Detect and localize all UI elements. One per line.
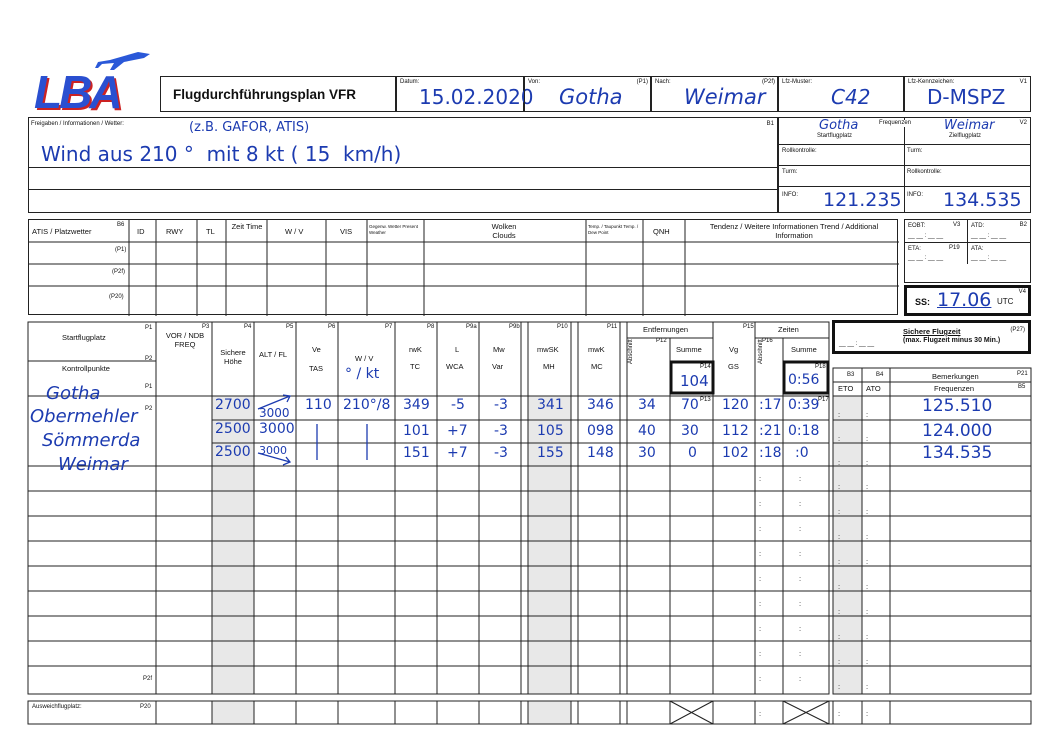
nach-ref: (P2f) xyxy=(761,79,775,85)
colon: : xyxy=(838,632,841,641)
colon: : xyxy=(866,507,869,516)
colon: : xyxy=(838,482,841,491)
time-sum: 0:18 xyxy=(788,423,820,439)
col-ve: Ve xyxy=(312,345,321,354)
colon: : xyxy=(866,410,869,419)
start-airport-name: Gotha xyxy=(819,118,859,133)
ausweich-ref: P20 xyxy=(140,704,151,710)
freigaben-ref: B1 xyxy=(766,121,774,127)
alt-fl: 3000 xyxy=(259,421,295,437)
nach-value: Weimar xyxy=(684,85,766,109)
col-wv: W / V xyxy=(355,354,374,363)
waypoint-name: Gotha xyxy=(46,383,101,404)
tc: 151 xyxy=(403,445,430,461)
sichere-hoehe: 2500 xyxy=(215,421,251,437)
atis-col-clouds: Wolken Clouds xyxy=(491,222,517,240)
distance-sum: 70 xyxy=(681,397,699,413)
datum-label: Datum: xyxy=(400,79,420,85)
colon: : xyxy=(838,557,841,566)
gs: 102 xyxy=(722,445,749,461)
atis-col-temp: Temp. / Taupunkt Temp. / Dew Point xyxy=(588,224,639,235)
atis-row-p1: (P1) xyxy=(115,247,127,253)
ref-p16: P16 xyxy=(762,338,773,344)
sichere-flugzeit-ref: (P27) xyxy=(1010,327,1025,333)
total-time: 0:56 xyxy=(788,372,820,388)
atis-col-trend: Tendenz / Weitere Informationen Trend / Additional Information xyxy=(709,222,879,240)
eta-label: ETA: xyxy=(908,246,921,252)
col-mw: Mw xyxy=(493,345,505,354)
ref-p18: P18 xyxy=(815,364,826,370)
eobt-label: EOBT: xyxy=(908,223,926,229)
var: -3 xyxy=(494,423,508,439)
frequency: 125.510 xyxy=(922,396,993,416)
atis-col-zeit: Zeit Time xyxy=(231,222,263,231)
distance: 34 xyxy=(638,397,656,413)
mc: 098 xyxy=(587,423,614,439)
mh: 105 xyxy=(537,423,564,439)
col-bemerkungen: Bemerkungen xyxy=(932,372,979,381)
distance: 30 xyxy=(638,445,656,461)
start-turm: Turm: xyxy=(782,169,798,175)
colon: : xyxy=(866,582,869,591)
atd-blank: __ __ : __ __ xyxy=(971,233,1007,239)
waypoint-name: Weimar xyxy=(58,454,128,475)
waypoint-name: Sömmerda xyxy=(42,430,141,451)
start-info-label: INFO: xyxy=(782,192,798,198)
start-info-freq: 121.235 xyxy=(823,189,902,211)
col-vor-ndb: VOR / NDB FREQ xyxy=(165,331,205,349)
mc: 346 xyxy=(587,397,614,413)
distance-sum: 30 xyxy=(681,423,699,439)
sichere-hoehe: 2500 xyxy=(215,444,251,460)
col-wv-unit: ° / kt xyxy=(345,366,380,382)
colon: : xyxy=(799,499,802,508)
atis-col-atis: ATIS / Platzwetter xyxy=(32,227,92,236)
ref-p2: P2 xyxy=(145,356,153,362)
sunset-ref: V4 xyxy=(1018,289,1026,295)
atis-ref: B6 xyxy=(117,222,125,228)
kennzeichen-label: Lfz-Kennzeichen: xyxy=(908,79,955,85)
ref-p14: P14 xyxy=(700,364,711,370)
col-zeit-summe: Summe xyxy=(791,345,817,354)
col-ato: ATO xyxy=(866,384,881,393)
ref-p3: P3 xyxy=(202,324,210,330)
col-zeiten: Zeiten xyxy=(778,325,799,334)
waypoint-name: Obermehler xyxy=(30,406,138,427)
colon: : xyxy=(759,474,762,483)
mc: 148 xyxy=(587,445,614,461)
colon: : xyxy=(799,549,802,558)
ref-p9b: P9b xyxy=(509,324,520,330)
colon: : xyxy=(838,709,841,718)
lfz-muster-label: Lfz-Muster: xyxy=(782,79,813,85)
lfz-muster-value: C42 xyxy=(831,85,871,109)
col-l: L xyxy=(455,345,460,354)
col-wca: WCA xyxy=(446,362,464,371)
col-mc: MC xyxy=(591,362,603,371)
alt-fl: 3000 xyxy=(259,406,290,420)
time: :21 xyxy=(759,423,782,439)
col-sichere-hoehe: Sichere Höhe xyxy=(220,348,246,366)
ziel-info-label: INFO: xyxy=(907,192,923,198)
freigaben-hint: (z.B. GAFOR, ATIS) xyxy=(189,120,310,135)
eta-blank: __ __ : __ __ xyxy=(908,255,944,261)
time-sum: :0 xyxy=(795,445,809,461)
col-rwk: rwK xyxy=(409,345,422,354)
colon: : xyxy=(799,524,802,533)
ref-p8: P8 xyxy=(427,324,435,330)
eobt-blank: __ __ : __ __ xyxy=(908,233,944,239)
ref-p9a: P9a xyxy=(466,324,477,330)
ziel-airport-label: Zielflugplatz xyxy=(949,133,982,139)
form-title: Flugdurchführungsplan VFR xyxy=(173,87,356,102)
colon: : xyxy=(866,607,869,616)
colon: : xyxy=(759,709,762,718)
sichere-flugzeit-sub: (max. Flugzeit minus 30 Min.) xyxy=(903,337,1001,344)
ref-p2-row: P2 xyxy=(145,406,153,412)
ref-p2f: P2f xyxy=(143,676,153,682)
sichere-hoehe: 2700 xyxy=(215,397,251,413)
ref-p4: P4 xyxy=(244,324,252,330)
wind-note: Wind aus 210 ° mit 8 kt ( 15 km/h) xyxy=(41,142,402,166)
total-distance: 104 xyxy=(680,372,709,390)
atis-col-weather: Gegenw. Wetter Present Weather xyxy=(369,224,418,235)
col-kontrollpunkte: Kontrollpunkte xyxy=(62,364,110,373)
frequenzen-ref: V2 xyxy=(1019,120,1027,126)
frequency: 124.000 xyxy=(922,421,993,441)
colon: : xyxy=(759,524,762,533)
distance-sum: 0 xyxy=(688,445,697,461)
colon: : xyxy=(838,532,841,541)
wca: +7 xyxy=(447,445,468,461)
ref-p1-row: P1 xyxy=(145,384,153,390)
col-var: Var xyxy=(492,362,504,371)
datum-value: 15.02.2020 xyxy=(419,85,534,109)
distance: 40 xyxy=(638,423,656,439)
ref-p1: P1 xyxy=(145,325,153,331)
sunset-time: 17.06 xyxy=(937,289,992,311)
tc: 349 xyxy=(403,397,430,413)
frequenzen-title: Frequenzen xyxy=(879,120,912,126)
ziel-info-freq: 134.535 xyxy=(943,189,1022,211)
var: -3 xyxy=(494,445,508,461)
von-ref: (P1) xyxy=(636,79,648,85)
atd-ref: B2 xyxy=(1019,222,1027,228)
col-startflugplatz: Startflugplatz xyxy=(62,333,106,342)
colon: : xyxy=(866,682,869,691)
colon: : xyxy=(838,458,841,467)
eobt-ref: V3 xyxy=(953,222,961,228)
ziel-turm: Turm: xyxy=(907,148,923,154)
ziel-airport-name: Weimar xyxy=(944,118,995,133)
tc: 101 xyxy=(403,423,430,439)
col-tas: TAS xyxy=(309,364,324,373)
logo-text: LBA xyxy=(34,66,120,118)
colon: : xyxy=(799,624,802,633)
colon: : xyxy=(866,458,869,467)
col-vg: Vg xyxy=(729,345,739,354)
ref-p6: P6 xyxy=(328,324,336,330)
atis-col-vis: VIS xyxy=(340,227,353,236)
wind: 210°/8 xyxy=(343,397,391,413)
colon: : xyxy=(866,709,869,718)
ref-p21: P21 xyxy=(1017,371,1028,377)
ref-p15: P15 xyxy=(743,324,754,330)
colon: : xyxy=(838,434,841,443)
ref-p13: P13 xyxy=(700,397,711,403)
atis-col-wv: W / V xyxy=(285,227,304,236)
col-gs: GS xyxy=(728,362,739,371)
colon: : xyxy=(838,582,841,591)
col-mwsk: mwSK xyxy=(537,345,559,354)
atis-col-id: ID xyxy=(137,227,145,236)
col-mwk: mwK xyxy=(588,345,605,354)
colon: : xyxy=(838,682,841,691)
col-entfernungen: Entfernungen xyxy=(643,325,689,334)
col-frequenzen: Frequenzen xyxy=(934,384,975,393)
atis-row-p20: (P20) xyxy=(109,294,124,300)
atis-col-rwy: RWY xyxy=(166,227,184,236)
sunset-label: SS: xyxy=(915,297,931,307)
kennzeichen-ref: V1 xyxy=(1019,79,1027,85)
colon: : xyxy=(838,657,841,666)
von-value: Gotha xyxy=(559,85,623,109)
col-zeit-abschnitt: Abschnitt xyxy=(758,339,764,364)
ata-blank: __ __ : __ __ xyxy=(971,255,1007,261)
atis-col-tl: TL xyxy=(206,227,215,236)
col-tc: TC xyxy=(410,362,420,371)
atd-label: ATD: xyxy=(971,223,985,229)
colon: : xyxy=(799,574,802,583)
colon: : xyxy=(759,549,762,558)
tas: 110 xyxy=(305,397,332,413)
kennzeichen-value: D-MSPZ xyxy=(927,85,1006,109)
frequency: 134.535 xyxy=(922,443,993,463)
ref-b3: B3 xyxy=(847,372,855,378)
sunset-unit: UTC xyxy=(997,297,1014,306)
colon: : xyxy=(799,474,802,483)
ref-p7: P7 xyxy=(385,324,393,330)
freigaben-label: Freigaben / Informationen / Wetter: xyxy=(31,121,124,127)
eta-ref: P19 xyxy=(949,245,960,251)
wca: -5 xyxy=(451,397,465,413)
ref-p12: P12 xyxy=(656,338,667,344)
start-rollkontrolle: Rollkontrolle: xyxy=(782,148,817,154)
atis-row-p2f: (P2f) xyxy=(112,269,126,275)
colon: : xyxy=(866,557,869,566)
colon: : xyxy=(866,657,869,666)
ata-label: ATA: xyxy=(971,246,984,252)
col-alt-fl: ALT / FL xyxy=(259,350,288,359)
colon: : xyxy=(759,574,762,583)
ziel-rollkontrolle: Rollkontrolle: xyxy=(907,169,942,175)
colon: : xyxy=(838,410,841,419)
colon: : xyxy=(838,607,841,616)
gs: 112 xyxy=(722,423,749,439)
col-mh: MH xyxy=(543,362,555,371)
alt-fl: 3000 xyxy=(259,444,287,457)
colon: : xyxy=(799,649,802,658)
time-sum: 0:39 xyxy=(788,397,820,413)
ausweichflugplatz-label: Ausweichflugplatz: xyxy=(32,704,82,710)
colon: : xyxy=(866,434,869,443)
col-entf-abschnitt: Abschnitt xyxy=(628,339,634,364)
colon: : xyxy=(838,507,841,516)
colon: : xyxy=(799,599,802,608)
colon: : xyxy=(866,632,869,641)
var: -3 xyxy=(494,397,508,413)
ref-b5: B5 xyxy=(1018,384,1026,390)
gs: 120 xyxy=(722,397,749,413)
ref-p11: P11 xyxy=(607,324,618,330)
ref-p5: P5 xyxy=(286,324,294,330)
wca: +7 xyxy=(447,423,468,439)
colon: : xyxy=(759,599,762,608)
colon: : xyxy=(759,624,762,633)
colon: : xyxy=(759,674,762,683)
colon: : xyxy=(799,674,802,683)
colon: : xyxy=(866,532,869,541)
sichere-flugzeit-title: Sichere Flugzeit xyxy=(903,327,961,336)
start-airport-label: Startflugplatz xyxy=(817,133,853,139)
colon: : xyxy=(759,499,762,508)
colon: : xyxy=(759,649,762,658)
ref-b4: B4 xyxy=(876,372,884,378)
ref-p10: P10 xyxy=(557,324,568,330)
ref-p17: P17 xyxy=(818,397,829,403)
time: :17 xyxy=(759,397,782,413)
nach-label: Nach: xyxy=(655,79,671,85)
sichere-flugzeit-blank: __ __ : __ __ xyxy=(839,341,875,347)
time: :18 xyxy=(759,445,782,461)
col-entf-summe: Summe xyxy=(676,345,702,354)
mh: 155 xyxy=(537,445,564,461)
mh: 341 xyxy=(537,397,564,413)
atis-col-qnh: QNH xyxy=(653,227,670,236)
von-label: Von: xyxy=(528,79,541,85)
colon: : xyxy=(866,482,869,491)
col-eto: ETO xyxy=(838,384,854,393)
